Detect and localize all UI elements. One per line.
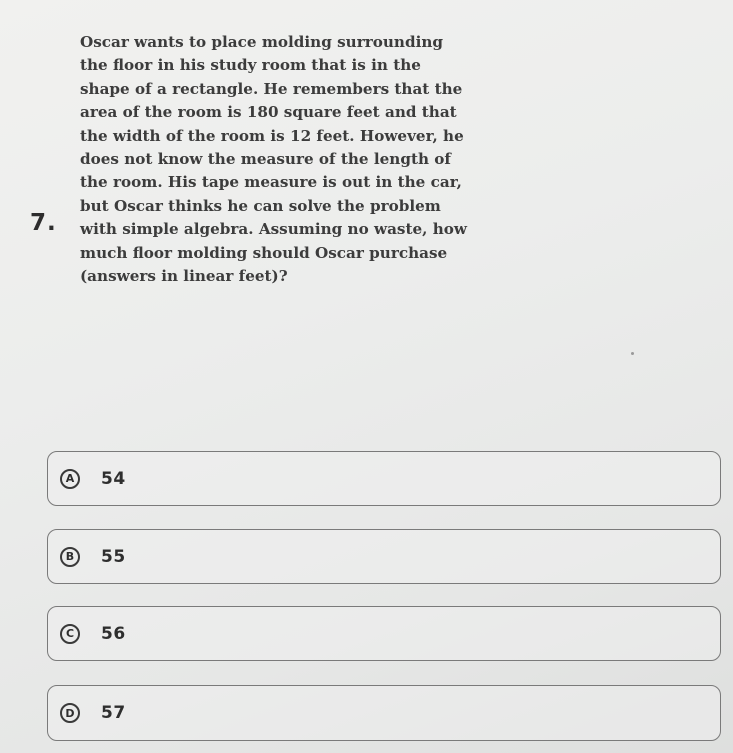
question-text-line: much floor molding should Oscar purchase: [80, 243, 448, 262]
answer-option-d[interactable]: [47, 685, 721, 741]
option-letter-b-icon: B: [60, 547, 80, 567]
answer-option-a[interactable]: [47, 451, 721, 506]
option-value-a: 54: [101, 468, 126, 489]
question-text-line: the width of the room is 12 feet. However, he: [80, 126, 464, 145]
question-text-line: (answers in linear feet)?: [80, 267, 288, 286]
question-text-line: the room. His tape measure is out in the car,: [80, 173, 462, 192]
question-text: [80, 31, 465, 288]
option-value-c: 56: [101, 623, 126, 644]
question-text-line: but Oscar thinks he can solve the problem: [80, 196, 441, 215]
option-value-b: 55: [101, 546, 126, 567]
question-text-line: area of the room is 180 square feet and that: [80, 103, 457, 122]
option-letter-a-icon: A: [60, 469, 80, 489]
question-text-line: does not know the measure of the length of: [80, 150, 451, 169]
option-letter-d-icon: D: [60, 703, 80, 723]
option-value-d: 57: [101, 703, 126, 723]
question-text-line: Oscar wants to place molding surrounding: [80, 33, 443, 51]
question-text-line: shape of a rectangle. He remembers that the: [80, 79, 463, 98]
answer-option-b[interactable]: [47, 529, 721, 584]
question-text-line: with simple algebra. Assuming no waste, how: [80, 220, 467, 239]
answer-option-c[interactable]: [47, 606, 721, 661]
background-speck: [631, 352, 634, 355]
question-number: 7.: [30, 210, 57, 236]
option-letter-c-icon: C: [60, 624, 80, 644]
question-text-line: the floor in his study room that is in the: [80, 56, 421, 75]
